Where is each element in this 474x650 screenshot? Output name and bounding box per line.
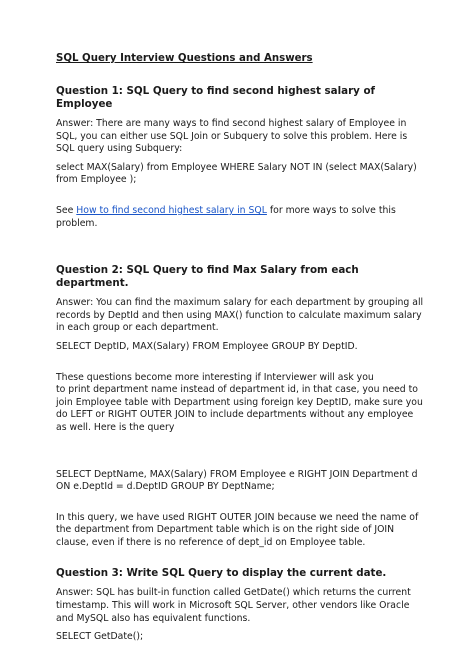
question-2-explanation: In this query, we have used RIGHT OUTER JOIN because we need the name of the department from Department table which is on the right side of JOIN clause, even if there is no reference of dept_id on Employee table. xyxy=(56,511,419,548)
question-3-answer: Answer: SQL has built-in function called GetDate() which returns the current timestamp. This will work in Microsoft SQL Server, other vendors like Oracle and MySQL also has equivalent functions. xyxy=(56,587,411,624)
question-2-query: SELECT DeptID, MAX(Salary) FROM Employee GROUP BY DeptID. xyxy=(56,340,358,352)
question-3-heading: Question 3: Write SQL Query to display the current date. xyxy=(56,567,387,580)
question-3-query: SELECT GetDate(); xyxy=(56,631,144,643)
see-suffix: for more ways to solve this problem. xyxy=(56,204,396,229)
question-2-query-join: SELECT DeptName, MAX(Salary) FROM Employee e RIGHT JOIN Department d ON e.DeptId = d.DeptID GROUP BY DeptName; xyxy=(56,468,418,493)
question-1-query: select MAX(Salary) from Employee WHERE Salary NOT IN (select MAX(Salary) from Employee ); xyxy=(56,161,417,186)
document-page xyxy=(56,52,426,650)
question-1-answer: Answer: There are many ways to find second highest salary of Employee in SQL, you can either use SQL Join or Subquery to solve this problem. Here is SQL query using Subquery: xyxy=(56,118,408,155)
question-1-heading: Question 1: SQL Query to find second highest salary of Employee xyxy=(56,85,376,110)
see-prefix: See xyxy=(56,204,77,216)
question-2-heading: Question 2: SQL Query to find Max Salary from each department. xyxy=(56,264,359,290)
question-1-see-also xyxy=(56,205,426,230)
question-2-interest: These questions become more interesting if Interviewer will ask you to print department name instead of department id, in that case, you need to join Employee table with Department using foreign key DeptID, make sure you do LEFT or RIGHT OUTER JOIN to include departments without any employee as well. Here is the query xyxy=(56,371,423,433)
document-title: SQL Query Interview Questions and Answers xyxy=(56,53,313,64)
second-highest-salary-link[interactable]: How to find second highest salary in SQL xyxy=(76,204,267,216)
question-2-answer: Answer: You can find the maximum salary for each department by grouping all records by DeptId and then using MAX() function to calculate maximum salary in each group or each department. xyxy=(56,297,424,334)
